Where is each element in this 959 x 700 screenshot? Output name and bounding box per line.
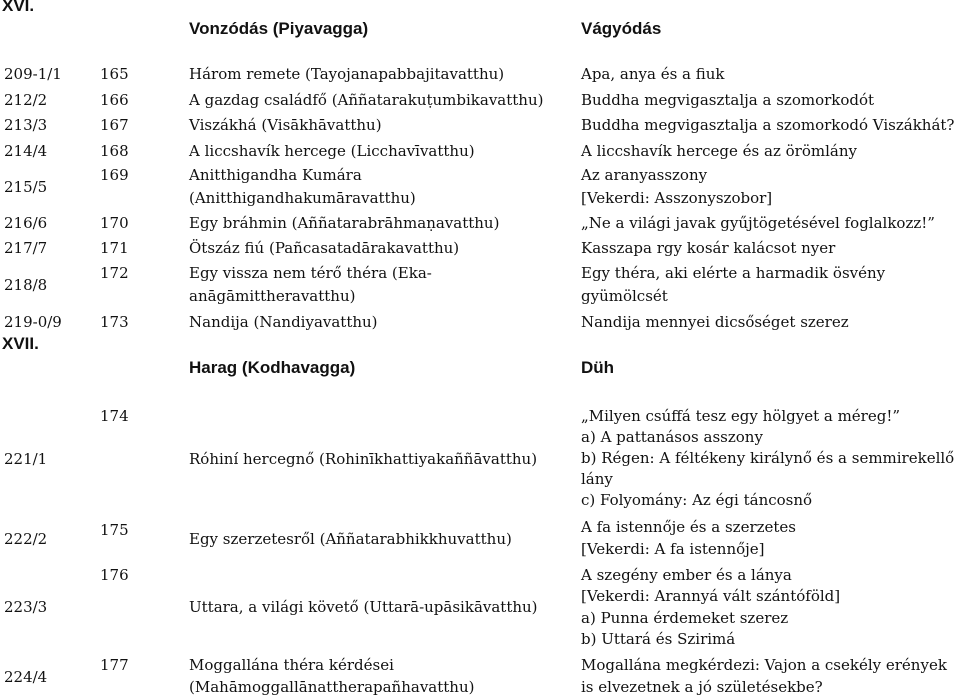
row-title: Egy vissza nem térő théra (Eka- <box>189 264 432 282</box>
row-desc: Buddha megvigasztalja a szomorkodót <box>581 91 875 109</box>
row-number: 166 <box>100 91 129 109</box>
row-number: 170 <box>100 214 129 232</box>
row-number: 173 <box>100 313 129 331</box>
row-ref: 217/7 <box>4 239 48 257</box>
section-number: XVII. <box>2 334 39 353</box>
row-title-cont: (Mahāmoggallānattherapañhavatthu) <box>189 678 475 696</box>
row-desc: A fa istennője és a szerzetes <box>581 518 796 536</box>
row-desc: „Ne a világi javak gyűjtögetésével foglalkozz!” <box>581 214 935 232</box>
row-desc-cont: b) Régen: A féltékeny királynő és a semmirekellő <box>581 449 955 467</box>
row-title: A liccshavík hercege (Licchavīvatthu) <box>189 142 475 160</box>
row-number: 177 <box>100 656 129 674</box>
row-ref: 213/3 <box>4 116 48 134</box>
row-number: 167 <box>100 116 129 134</box>
row-desc-cont: a) Punna érdemeket szerez <box>581 609 789 627</box>
row-number: 176 <box>100 566 129 584</box>
row-desc: Buddha megvigasztalja a szomorkodó Viszákhát? <box>581 116 955 134</box>
row-desc-cont: [Vekerdi: A fa istennője] <box>581 540 765 558</box>
row-title: Anitthigandha Kumára <box>189 166 362 184</box>
row-title: Viszákhá (Visākhāvatthu) <box>189 116 382 134</box>
row-desc: A liccshavík hercege és az örömlány <box>581 142 857 160</box>
row-number: 165 <box>100 65 129 83</box>
row-title-cont: anāgāmittheravatthu) <box>189 287 356 305</box>
section-title: Vonzódás (Piyavagga) <box>189 19 369 38</box>
row-title: Nandija (Nandiyavatthu) <box>189 313 378 331</box>
row-desc-cont: lány <box>581 470 613 488</box>
row-ref: 209-1/1 <box>4 65 62 83</box>
row-ref: 212/2 <box>4 91 48 109</box>
row-ref: 222/2 <box>4 530 48 548</box>
row-title: Egy szerzetesről (Aññatarabhikkhuvatthu) <box>189 530 512 548</box>
section-title-alt: Düh <box>581 358 615 377</box>
row-ref: 223/3 <box>4 598 48 616</box>
row-title: Ötszáz fiú (Pañcasatadārakavatthu) <box>189 239 460 257</box>
row-desc: Az aranyasszony <box>581 166 708 184</box>
row-desc-cont: c) Folyomány: Az égi táncosnő <box>581 491 813 509</box>
row-title: Három remete (Tayojanapabbajitavatthu) <box>189 65 505 83</box>
row-number: 174 <box>100 407 129 425</box>
row-desc: Kasszapa rgy kosár kalácsot nyer <box>581 239 836 257</box>
row-desc: Apa, anya és a fiuk <box>581 65 725 83</box>
row-ref: 221/1 <box>4 450 48 468</box>
row-desc: Nandija mennyei dicsőséget szerez <box>581 313 849 331</box>
row-ref: 218/8 <box>4 276 48 294</box>
row-title: Moggallána théra kérdései <box>189 656 394 674</box>
row-ref: 224/4 <box>4 668 48 686</box>
row-number: 172 <box>100 264 129 282</box>
row-ref: 219-0/9 <box>4 313 62 331</box>
section-number: XVI. <box>2 0 35 15</box>
row-desc-cont: is elvezetnek a jó születésekbe? <box>581 678 823 696</box>
row-desc-cont: gyümölcsét <box>581 287 668 305</box>
row-desc: A szegény ember és a lánya <box>581 566 792 584</box>
row-title: Uttara, a világi követő (Uttarā-upāsikāvatthu) <box>189 598 538 616</box>
row-desc-cont: a) A pattanásos asszony <box>581 428 763 446</box>
row-desc-cont: [Vekerdi: Arannyá vált szántóföld] <box>581 587 841 605</box>
row-number: 168 <box>100 142 129 160</box>
row-desc-cont: b) Uttará és Szirimá <box>581 630 736 648</box>
section-title-alt: Vágyódás <box>581 19 662 38</box>
row-desc-cont: [Vekerdi: Asszonyszobor] <box>581 189 773 207</box>
section-title: Harag (Kodhavagga) <box>189 358 356 377</box>
row-title-cont: (Anitthigandhakumāravatthu) <box>189 189 416 207</box>
row-desc: Egy théra, aki elérte a harmadik ösvény <box>581 264 886 282</box>
row-number: 171 <box>100 239 129 257</box>
row-desc: Mogallána megkérdezi: Vajon a csekély erények <box>581 656 947 674</box>
row-title: A gazdag családfő (Aññatarakuṭumbikavatthu) <box>189 91 544 109</box>
row-number: 175 <box>100 521 129 539</box>
row-desc: „Milyen csúffá tesz egy hölgyet a méreg!” <box>581 407 901 425</box>
row-title: Egy bráhmin (Aññatarabrāhmaṇavatthu) <box>189 214 500 232</box>
row-ref: 216/6 <box>4 214 48 232</box>
row-number: 169 <box>100 166 129 184</box>
row-ref: 215/5 <box>4 178 48 196</box>
row-ref: 214/4 <box>4 142 48 160</box>
row-title: Róhiní hercegnő (Rohinīkhattiyakaññāvatthu) <box>189 450 538 468</box>
